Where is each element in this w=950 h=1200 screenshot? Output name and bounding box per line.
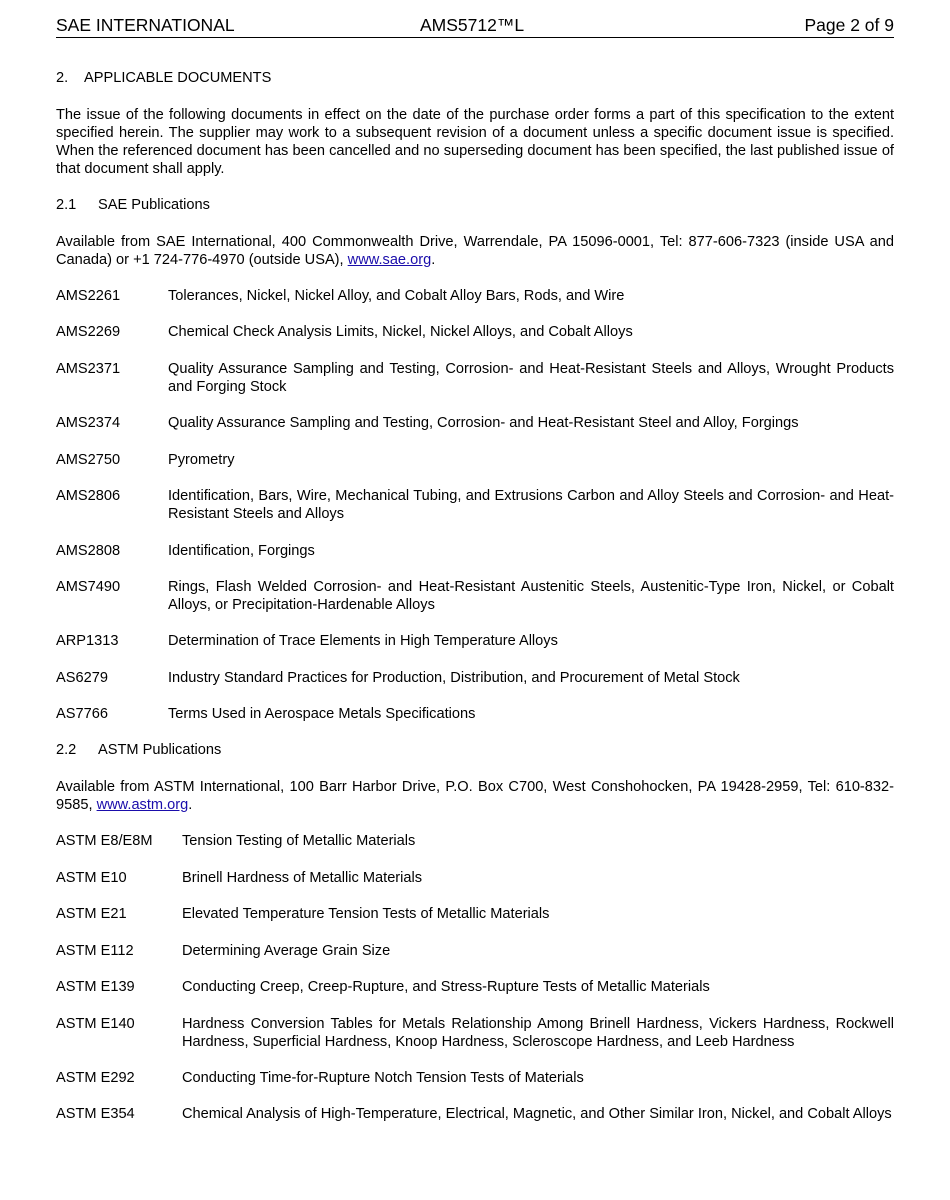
section-2-2-number: 2.2: [56, 742, 77, 758]
reference-code: AMS2750: [56, 452, 121, 468]
reference-title: Identification, Forgings: [168, 543, 315, 559]
reference-code: ASTM E21: [56, 906, 127, 922]
reference-title: Quality Assurance Sampling and Testing, Corrosion- and Heat-Resistant Steel and Alloy, Forgings: [168, 415, 799, 431]
reference-title: Determining Average Grain Size: [182, 943, 391, 959]
page-header: [56, 14, 894, 38]
reference-title: Industry Standard Practices for Production, Distribution, and Procurement of Metal Stock: [168, 670, 740, 686]
reference-code: ASTM E8/E8M: [56, 833, 153, 849]
header-document-number: AMS5712™L: [420, 15, 525, 35]
reference-title: Pyrometry: [168, 452, 235, 468]
section-2-1-heading: [56, 196, 210, 214]
reference-code: AMS7490: [56, 579, 121, 595]
reference-code: ASTM E112: [56, 943, 134, 959]
reference-code: ARP1313: [56, 633, 119, 649]
reference-code: AMS2374: [56, 415, 121, 431]
sae-availability-text: Available from SAE International, 400 Commonwealth Drive, Warrendale, PA 15096-0001, Tel: 877-606-7323 (inside USA and Canada) or +1 724-776-4970 (outside USA),: [56, 234, 894, 268]
section-2-2-title: ASTM Publications: [98, 742, 222, 758]
header-organization: SAE INTERNATIONAL: [56, 15, 235, 35]
reference-title: Tolerances, Nickel, Nickel Alloy, and Cobalt Alloy Bars, Rods, and Wire: [168, 288, 625, 304]
reference-title: Chemical Analysis of High-Temperature, Electrical, Magnetic, and Other Similar Iron, Nickel, and Cobalt Alloys: [182, 1106, 892, 1122]
section-2-1-availability: [56, 233, 894, 269]
reference-code: ASTM E10: [56, 870, 127, 886]
reference-code: AMS2806: [56, 488, 121, 504]
reference-code: ASTM E140: [56, 1016, 135, 1032]
section-2-2-heading: [56, 741, 221, 759]
reference-code: AS6279: [56, 670, 108, 686]
reference-title: Determination of Trace Elements in High Temperature Alloys: [168, 633, 558, 649]
reference-title: Brinell Hardness of Metallic Materials: [182, 870, 423, 886]
reference-title: Rings, Flash Welded Corrosion- and Heat-Resistant Austenitic Steels, Austenitic-Type Iron, Nickel, or Cobalt Alloys, or Precipitation-Hardenable Alloys: [168, 579, 894, 613]
sae-availability-end: .: [431, 252, 436, 268]
reference-code: ASTM E139: [56, 979, 135, 995]
section-2-title: APPLICABLE DOCUMENTS: [84, 70, 272, 86]
reference-title: Elevated Temperature Tension Tests of Metallic Materials: [182, 906, 550, 922]
reference-title: Quality Assurance Sampling and Testing, Corrosion- and Heat-Resistant Steels and Alloys, Wrought Products and Forging Stock: [168, 361, 894, 395]
section-2-1-number: 2.1: [56, 197, 77, 213]
reference-title: Hardness Conversion Tables for Metals Relationship Among Brinell Hardness, Vickers Hardness, Rockwell Hardness, Superficial Hardness, Knoop Hardness, Scleroscope Hardness, and Leeb Hardness: [182, 1016, 894, 1050]
reference-code: AMS2808: [56, 543, 121, 559]
reference-title: Terms Used in Aerospace Metals Specifications: [168, 706, 476, 722]
section-2-1-title: SAE Publications: [98, 197, 210, 213]
header-page-number: Page 2 of 9: [804, 15, 894, 35]
section-2-heading: [56, 69, 271, 87]
document-page: [56, 14, 894, 38]
reference-code: AMS2269: [56, 324, 121, 340]
reference-code: AMS2371: [56, 361, 121, 377]
section-2-number: 2.: [56, 70, 69, 86]
reference-code: ASTM E354: [56, 1106, 135, 1122]
astm-website-link[interactable]: www.astm.org: [96, 797, 189, 813]
reference-code: AMS2261: [56, 288, 121, 304]
reference-title: Chemical Check Analysis Limits, Nickel, Nickel Alloys, and Cobalt Alloys: [168, 324, 633, 340]
section-2-2-availability: [56, 778, 894, 814]
sae-website-link[interactable]: www.sae.org: [347, 252, 432, 268]
astm-availability-end: .: [188, 797, 193, 813]
reference-title: Conducting Time-for-Rupture Notch Tension Tests of Materials: [182, 1070, 584, 1086]
reference-code: ASTM E292: [56, 1070, 135, 1086]
section-2-body: The issue of the following documents in effect on the date of the purchase order forms a part of this specification to the extent specified herein. The supplier may work to a subsequent revision of a document unless a specific document issue is specified. When the referenced document has been cancelled and no superseding document has been specified, the last published issue of that document shall apply.: [56, 107, 894, 177]
reference-code: AS7766: [56, 706, 108, 722]
reference-title: Tension Testing of Metallic Materials: [182, 833, 416, 849]
reference-title: Identification, Bars, Wire, Mechanical Tubing, and Extrusions Carbon and Alloy Steels and Corrosion- and Heat-Resistant Steels and Alloys: [168, 488, 894, 522]
reference-title: Conducting Creep, Creep-Rupture, and Stress-Rupture Tests of Metallic Materials: [182, 979, 710, 995]
astm-availability-text: Available from ASTM International, 100 Barr Harbor Drive, P.O. Box C700, West Conshohocken, PA 19428-2959, Tel: 610-832-9585,: [56, 779, 894, 813]
